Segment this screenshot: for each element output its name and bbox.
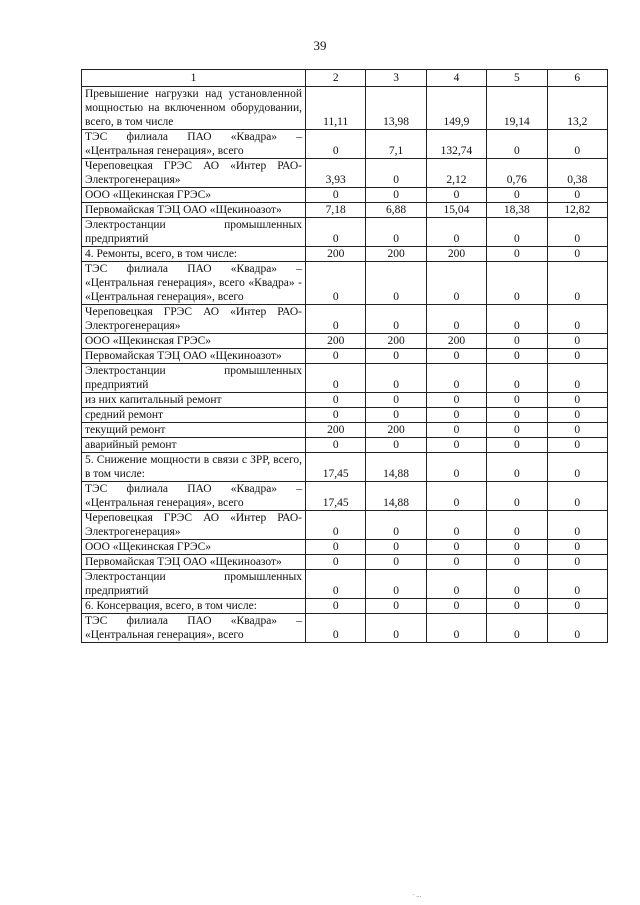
cell-value: 0 bbox=[487, 334, 547, 349]
cell-value: 12,82 bbox=[547, 203, 607, 218]
cell-value: 0 bbox=[306, 262, 366, 305]
cell-value: 0 bbox=[547, 305, 607, 334]
cell-value: 0 bbox=[487, 614, 547, 643]
cell-value: 0 bbox=[426, 511, 486, 540]
row-label: Череповецкая ГРЭС АО «Интер РАО-Электрогенерация» bbox=[82, 159, 306, 188]
cell-value: 0 bbox=[426, 570, 486, 599]
cell-value: 19,14 bbox=[487, 87, 547, 130]
cell-value: 0 bbox=[366, 305, 426, 334]
cell-value: 0 bbox=[306, 130, 366, 159]
cell-value: 0 bbox=[547, 408, 607, 423]
cell-value: 0 bbox=[426, 482, 486, 511]
cell-value: 0 bbox=[487, 305, 547, 334]
cell-value: 0 bbox=[306, 540, 366, 555]
cell-value: 0 bbox=[547, 262, 607, 305]
cell-value: 0 bbox=[487, 482, 547, 511]
cell-value: 0 bbox=[306, 614, 366, 643]
row-label: ТЭС филиала ПАО «Квадра» – «Центральная генерация», всего bbox=[82, 130, 306, 159]
table-row bbox=[82, 614, 608, 643]
cell-value: 0 bbox=[487, 423, 547, 438]
row-label: 5. Снижение мощности в связи с ЗРР, всего, в том числе: bbox=[82, 453, 306, 482]
table-row bbox=[82, 438, 608, 453]
cell-value: 0 bbox=[426, 305, 486, 334]
cell-value: 0 bbox=[426, 555, 486, 570]
row-label: Череповецкая ГРЭС АО «Интер РАО-Электрогенерация» bbox=[82, 511, 306, 540]
cell-value: 0 bbox=[426, 218, 486, 247]
cell-value: 3,93 bbox=[306, 159, 366, 188]
cell-value: 0 bbox=[426, 453, 486, 482]
table-row bbox=[82, 188, 608, 203]
cell-value: 200 bbox=[366, 247, 426, 262]
cell-value: 0 bbox=[547, 247, 607, 262]
table-row bbox=[82, 423, 608, 438]
row-label: Электростанции промышленных предприятий bbox=[82, 570, 306, 599]
cell-value: 0 bbox=[487, 540, 547, 555]
cell-value: 200 bbox=[366, 423, 426, 438]
row-label: Превышение нагрузки над установленной мощностью на включенном оборудовании, всего, в том числе bbox=[82, 87, 306, 130]
cell-value: 0 bbox=[547, 334, 607, 349]
cell-value: 0 bbox=[306, 218, 366, 247]
row-label: текущий ремонт bbox=[82, 423, 306, 438]
cell-value: 0 bbox=[487, 555, 547, 570]
table-row bbox=[82, 540, 608, 555]
cell-value: 0 bbox=[547, 482, 607, 511]
cell-value: 200 bbox=[366, 334, 426, 349]
cell-value: 0 bbox=[366, 614, 426, 643]
table-row bbox=[82, 87, 608, 130]
cell-value: 0 bbox=[366, 349, 426, 364]
cell-value: 15,04 bbox=[426, 203, 486, 218]
table-row bbox=[82, 218, 608, 247]
row-label: ООО «Щекинская ГРЭС» bbox=[82, 188, 306, 203]
cell-value: 149,9 bbox=[426, 87, 486, 130]
cell-value: 0 bbox=[487, 349, 547, 364]
cell-value: 0 bbox=[426, 188, 486, 203]
table-row bbox=[82, 349, 608, 364]
cell-value: 0 bbox=[547, 130, 607, 159]
header-row bbox=[82, 70, 608, 87]
cell-value: 0 bbox=[306, 188, 366, 203]
table-row bbox=[82, 364, 608, 393]
cell-value: 0 bbox=[547, 570, 607, 599]
cell-value: 6,88 bbox=[366, 203, 426, 218]
row-label: ТЭС филиала ПАО «Квадра» – «Центральная генерация», всего bbox=[82, 482, 306, 511]
cell-value: 0 bbox=[366, 599, 426, 614]
cell-value: 0 bbox=[487, 130, 547, 159]
cell-value: 0 bbox=[306, 599, 366, 614]
cell-value: 0 bbox=[547, 453, 607, 482]
cell-value: 0 bbox=[366, 555, 426, 570]
cell-value: 0 bbox=[366, 159, 426, 188]
table-row bbox=[82, 305, 608, 334]
cell-value: 0 bbox=[306, 305, 366, 334]
cell-value: 200 bbox=[306, 247, 366, 262]
page-number: 39 bbox=[313, 38, 327, 53]
row-label: Электростанции промышленных предприятий bbox=[82, 218, 306, 247]
cell-value: 0 bbox=[487, 438, 547, 453]
cell-value: 0 bbox=[547, 423, 607, 438]
row-label: ТЭС филиала ПАО «Квадра» – «Центральная генерация», всего «Квадра» - «Центральная генерация», всего bbox=[82, 262, 306, 305]
column-header: 5 bbox=[487, 70, 547, 87]
cell-value: 0 bbox=[306, 393, 366, 408]
cell-value: 14,88 bbox=[366, 482, 426, 511]
row-label: Электростанции промышленных предприятий bbox=[82, 364, 306, 393]
cell-value: 13,98 bbox=[366, 87, 426, 130]
row-label: 4. Ремонты, всего, в том числе: bbox=[82, 247, 306, 262]
cell-value: 0 bbox=[306, 570, 366, 599]
cell-value: 0 bbox=[547, 599, 607, 614]
table-row bbox=[82, 393, 608, 408]
cell-value: 0 bbox=[306, 555, 366, 570]
cell-value: 0 bbox=[366, 262, 426, 305]
table-row bbox=[82, 570, 608, 599]
row-label: Череповецкая ГРЭС АО «Интер РАО-Электрогенерация» bbox=[82, 305, 306, 334]
cell-value: 0 bbox=[547, 540, 607, 555]
column-header: 3 bbox=[366, 70, 426, 87]
cell-value: 0,38 bbox=[547, 159, 607, 188]
table-row bbox=[82, 599, 608, 614]
table-body bbox=[82, 87, 608, 643]
cell-value: 132,74 bbox=[426, 130, 486, 159]
cell-value: 0 bbox=[547, 438, 607, 453]
table-row bbox=[82, 482, 608, 511]
cell-value: 0 bbox=[426, 393, 486, 408]
cell-value: 0 bbox=[547, 349, 607, 364]
cell-value: 0 bbox=[306, 364, 366, 393]
cell-value: 0 bbox=[426, 349, 486, 364]
cell-value: 0 bbox=[426, 438, 486, 453]
cell-value: 0 bbox=[426, 423, 486, 438]
cell-value: 17,45 bbox=[306, 453, 366, 482]
cell-value: 0 bbox=[487, 262, 547, 305]
row-label: из них капитальный ремонт bbox=[82, 393, 306, 408]
cell-value: 0 bbox=[366, 218, 426, 247]
cell-value: 18,38 bbox=[487, 203, 547, 218]
cell-value: 0 bbox=[366, 540, 426, 555]
cell-value: 0 bbox=[487, 364, 547, 393]
cell-value: 0 bbox=[487, 570, 547, 599]
table-row bbox=[82, 159, 608, 188]
row-label: аварийный ремонт bbox=[82, 438, 306, 453]
cell-value: 2,12 bbox=[426, 159, 486, 188]
cell-value: 13,2 bbox=[547, 87, 607, 130]
cell-value: 200 bbox=[426, 247, 486, 262]
column-header: 2 bbox=[306, 70, 366, 87]
table-row bbox=[82, 555, 608, 570]
table-row bbox=[82, 334, 608, 349]
cell-value: 14,88 bbox=[366, 453, 426, 482]
cell-value: 0 bbox=[487, 599, 547, 614]
cell-value: 0 bbox=[426, 364, 486, 393]
cell-value: 0 bbox=[487, 218, 547, 247]
cell-value: 200 bbox=[306, 334, 366, 349]
cell-value: 0 bbox=[547, 614, 607, 643]
cell-value: 200 bbox=[306, 423, 366, 438]
cell-value: 0 bbox=[366, 570, 426, 599]
cell-value: 0 bbox=[426, 614, 486, 643]
column-header: 1 bbox=[82, 70, 306, 87]
table-row bbox=[82, 203, 608, 218]
table-row bbox=[82, 247, 608, 262]
cell-value: 0 bbox=[547, 393, 607, 408]
cell-value: 7,18 bbox=[306, 203, 366, 218]
footer-mark: · ... bbox=[412, 891, 422, 899]
table-row bbox=[82, 453, 608, 482]
cell-value: 0 bbox=[366, 393, 426, 408]
cell-value: 17,45 bbox=[306, 482, 366, 511]
cell-value: 0 bbox=[366, 438, 426, 453]
cell-value: 0 bbox=[487, 408, 547, 423]
row-label: 6. Консервация, всего, в том числе: bbox=[82, 599, 306, 614]
cell-value: 0 bbox=[306, 408, 366, 423]
row-label: ТЭС филиала ПАО «Квадра» – «Центральная генерация», всего bbox=[82, 614, 306, 643]
row-label: ООО «Щекинская ГРЭС» bbox=[82, 334, 306, 349]
column-header: 6 bbox=[547, 70, 607, 87]
cell-value: 0 bbox=[366, 408, 426, 423]
cell-value: 11,11 bbox=[306, 87, 366, 130]
cell-value: 0 bbox=[426, 599, 486, 614]
cell-value: 7,1 bbox=[366, 130, 426, 159]
cell-value: 0 bbox=[306, 349, 366, 364]
cell-value: 0 bbox=[366, 511, 426, 540]
cell-value: 0 bbox=[366, 188, 426, 203]
cell-value: 200 bbox=[426, 334, 486, 349]
row-label: ООО «Щекинская ГРЭС» bbox=[82, 540, 306, 555]
cell-value: 0 bbox=[487, 393, 547, 408]
row-label: Первомайская ТЭЦ ОАО «Щекиноазот» bbox=[82, 349, 306, 364]
column-header: 4 bbox=[426, 70, 486, 87]
cell-value: 0 bbox=[547, 218, 607, 247]
cell-value: 0 bbox=[547, 555, 607, 570]
cell-value: 0 bbox=[487, 247, 547, 262]
data-table bbox=[81, 69, 608, 643]
cell-value: 0 bbox=[306, 438, 366, 453]
cell-value: 0,76 bbox=[487, 159, 547, 188]
table-row bbox=[82, 511, 608, 540]
table-row bbox=[82, 262, 608, 305]
cell-value: 0 bbox=[547, 511, 607, 540]
row-label: Первомайская ТЭЦ ОАО «Щекиноазот» bbox=[82, 555, 306, 570]
cell-value: 0 bbox=[547, 188, 607, 203]
cell-value: 0 bbox=[426, 408, 486, 423]
cell-value: 0 bbox=[487, 453, 547, 482]
table-row bbox=[82, 408, 608, 423]
cell-value: 0 bbox=[487, 188, 547, 203]
cell-value: 0 bbox=[426, 540, 486, 555]
cell-value: 0 bbox=[487, 511, 547, 540]
cell-value: 0 bbox=[366, 364, 426, 393]
cell-value: 0 bbox=[547, 364, 607, 393]
cell-value: 0 bbox=[426, 262, 486, 305]
cell-value: 0 bbox=[306, 511, 366, 540]
row-label: средний ремонт bbox=[82, 408, 306, 423]
table-row bbox=[82, 130, 608, 159]
row-label: Первомайская ТЭЦ ОАО «Щекиноазот» bbox=[82, 203, 306, 218]
